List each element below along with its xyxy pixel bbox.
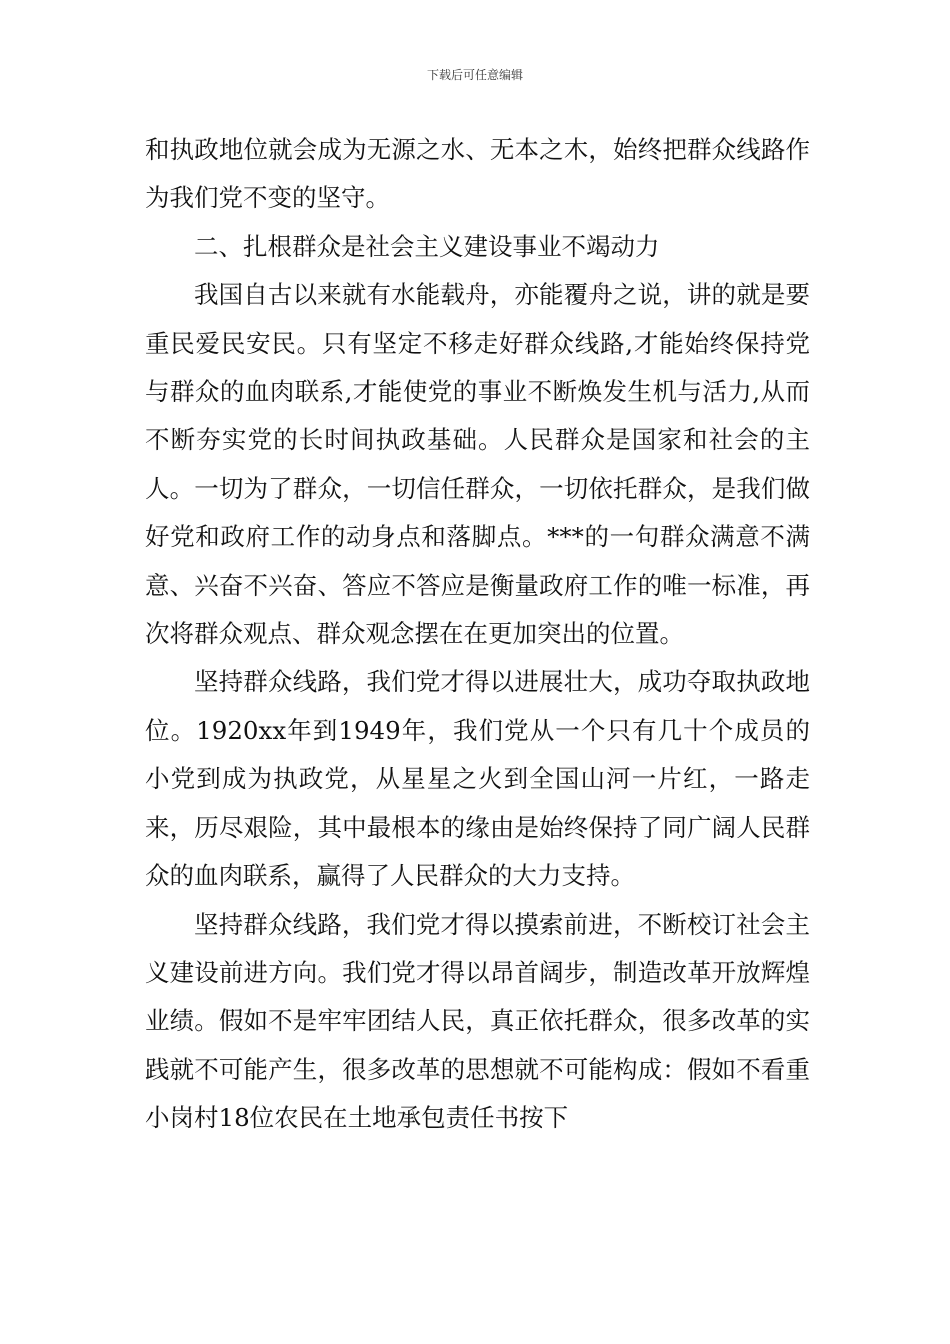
paragraph-4: 坚持群众线路，我们党才得以摸索前进，不断校订社会主义建设前进方向。我们党才得以昂首阔步，制造改革开放辉煌业绩。假如不是牢牢团结人民，真正依托群众，很多改革的实践就不可能产生，很多改革的思想就不可能构成：假如不看重小岗村18位农民在土地承包责任书按下 — [145, 909, 810, 1133]
paragraph-1: 和执政地位就会成为无源之水、无本之木，始终把群众线路作为我们党不变的坚守。 — [145, 135, 810, 213]
section-heading: 二、扎根群众是社会主义建设事业不竭动力 — [194, 231, 660, 261]
paragraph-2: 我国自古以来就有水能载舟，亦能覆舟之说，讲的就是要重民爱民安民。只有坚定不移走好群众线路,才能始终保持党与群众的血肉联系,才能使党的事业不断焕发生机与活力,从而不断夯实党的长时间执政基础。人民群众是国家和社会的主人。一切为了群众，一切信任群众，一切依托群众，是我们做好党和政府工作的动身点和落脚点。***的一句群众满意不满意、兴奋不兴奋、答应不答应是衡量政府工作的唯一标准，再次将群众观点、群众观念摆在在更加突出的位置。 — [145, 280, 810, 649]
page-header: 下载后可任意编辑 — [426, 68, 523, 82]
paragraph-3: 坚持群众线路，我们党才得以进展壮大，成功夺取执政地位。1920xx年到1949年，我们党从一个只有几十个成员的小党到成为执政党，从星星之火到全国山河一片红，一路走来，历尽艰险，其中最根本的缘由是始终保持了同广阔人民群众的血肉联系，赢得了人民群众的大力支持。 — [145, 667, 810, 891]
document-body — [145, 126, 810, 1143]
